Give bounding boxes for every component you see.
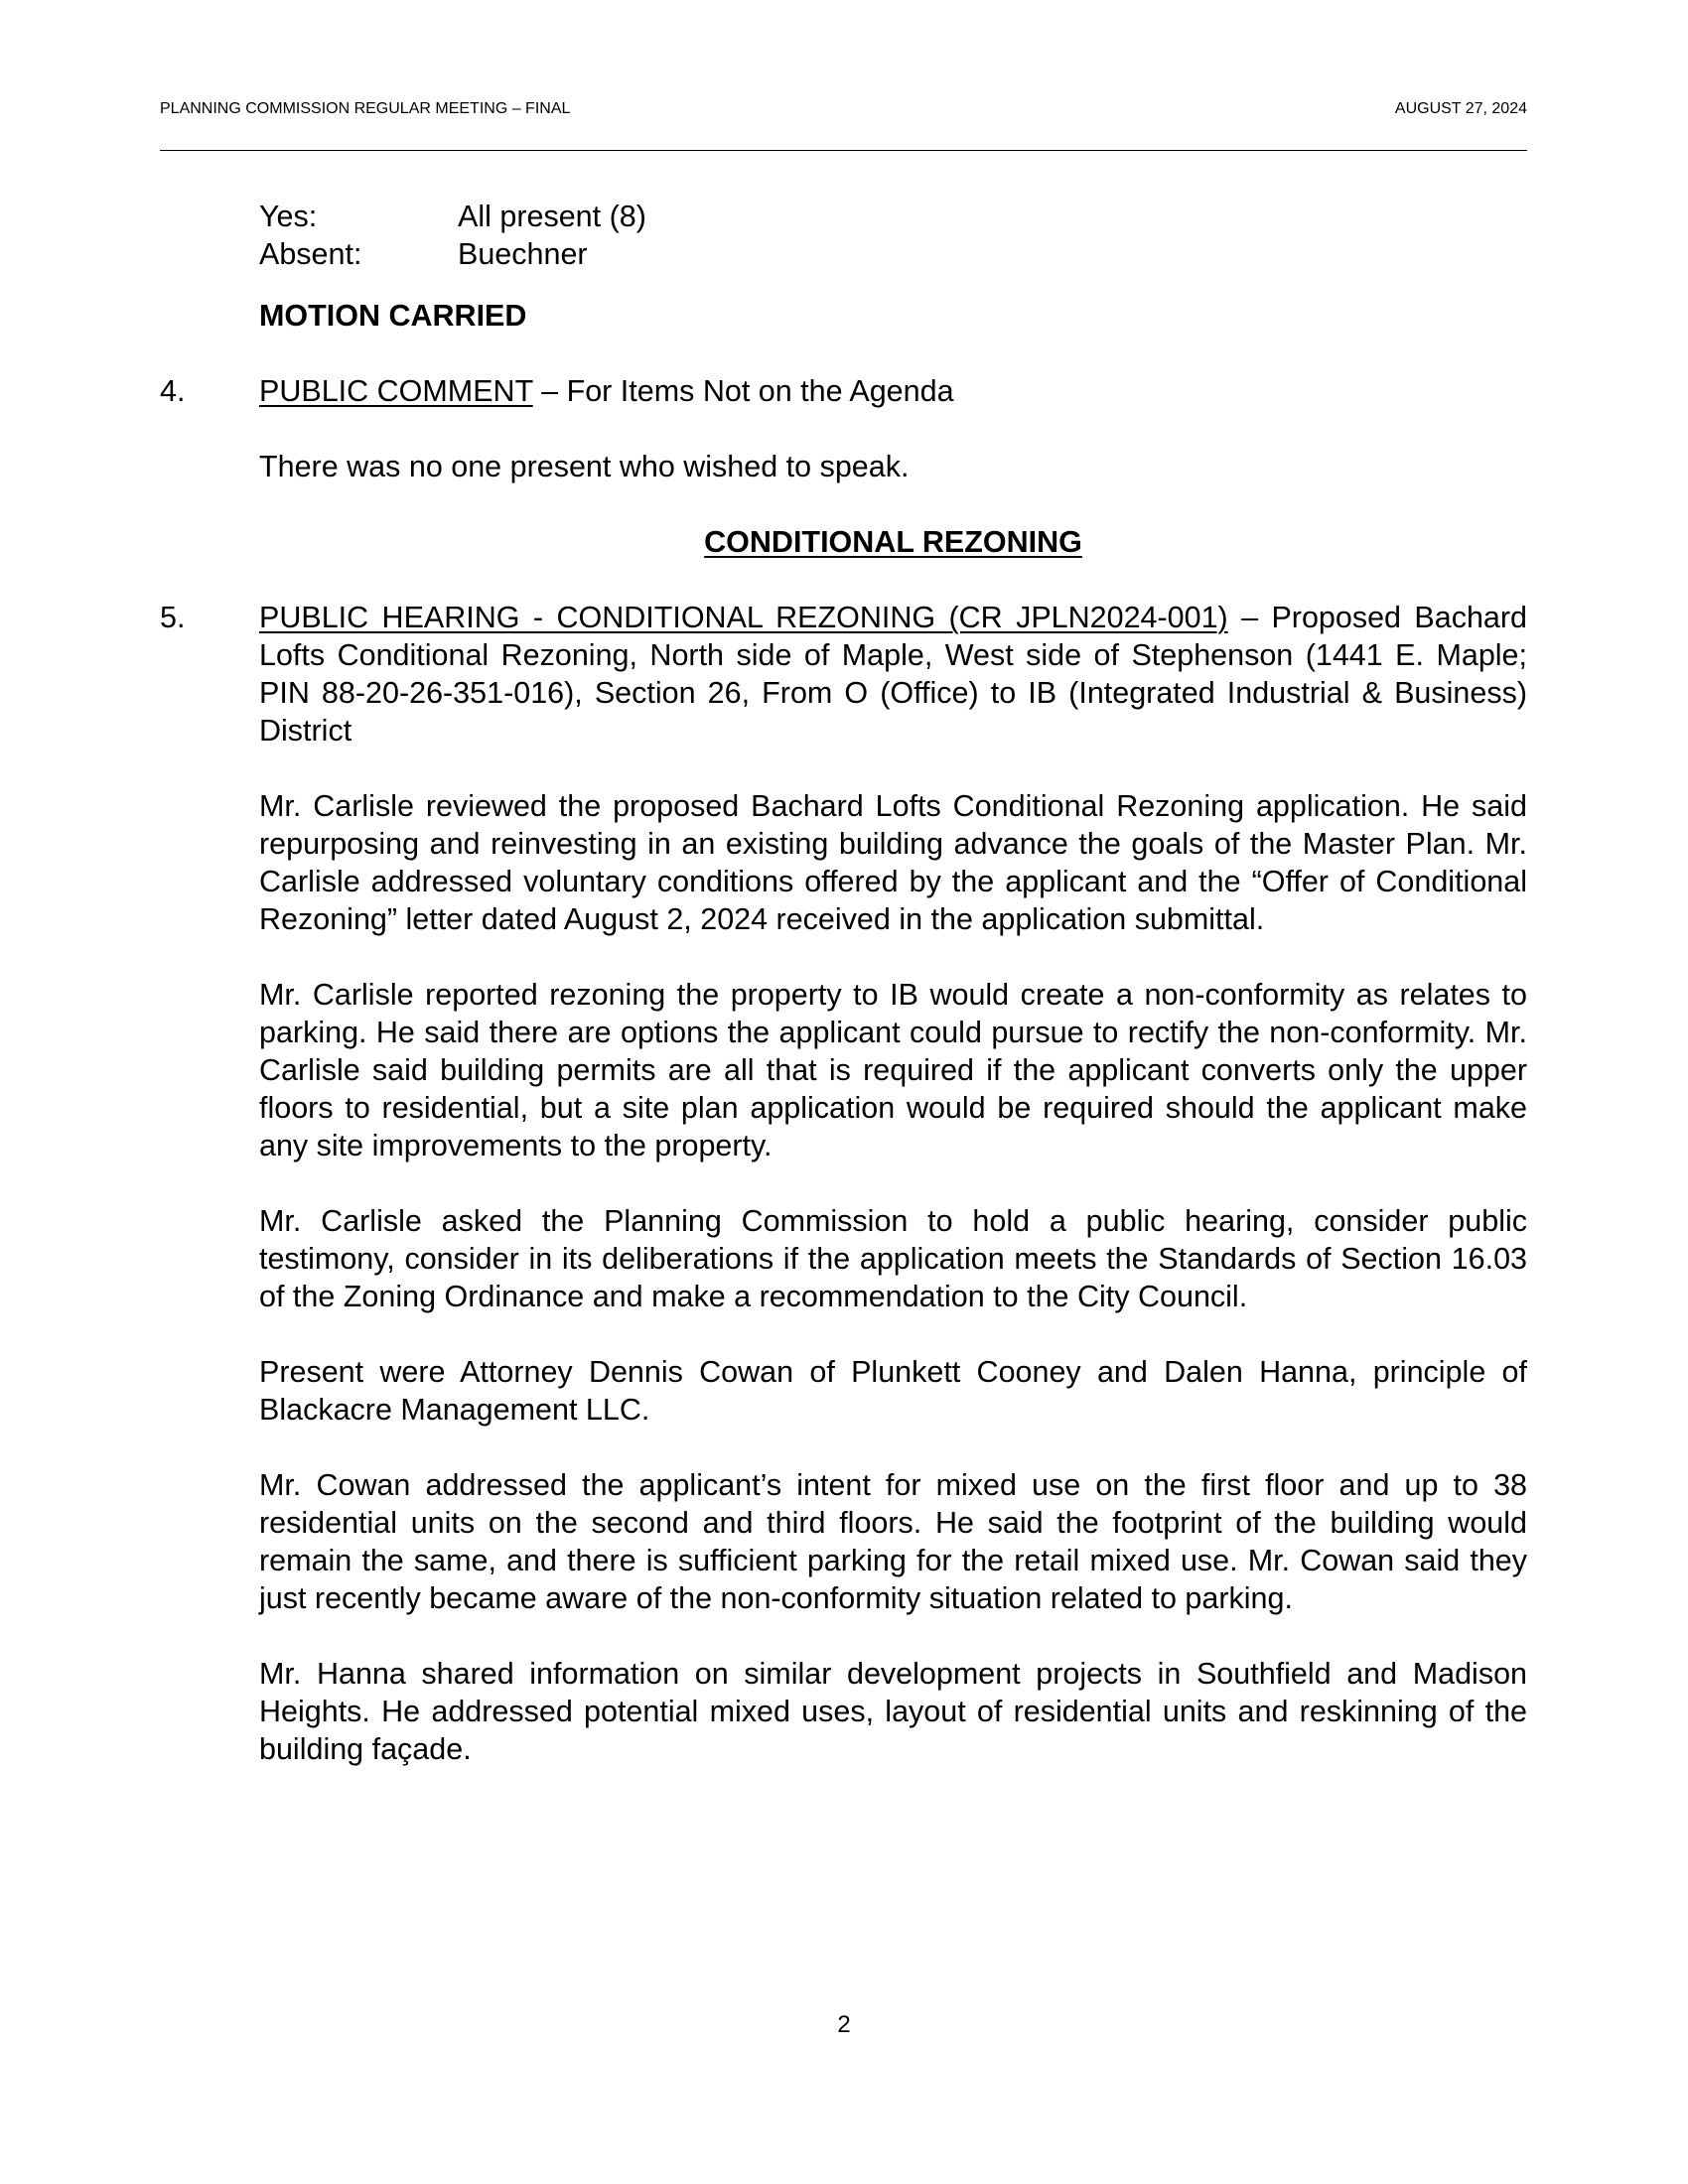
item-number: 4. bbox=[160, 374, 186, 408]
item-title-suffix: – For Items Not on the Agenda bbox=[532, 374, 954, 408]
item-description: – Proposed Bachard Lofts Conditional Rezoning, North side of Maple, West side of Stephenson (1441 E. Maple; PIN 88-20-26-351-016), Section 26, From O (Office) to IB (Integrated Industrial & Business) District bbox=[259, 601, 1527, 748]
agenda-item-5 bbox=[160, 599, 1527, 750]
section-heading-text: CONDITIONAL REZONING bbox=[704, 525, 1082, 559]
vote-absent-label: Absent: bbox=[259, 237, 362, 271]
motion-result: MOTION CARRIED bbox=[259, 299, 527, 333]
vote-yes-label: Yes: bbox=[259, 200, 318, 233]
vote-yes-value: All present (8) bbox=[458, 200, 646, 233]
item-number: 5. bbox=[160, 601, 186, 634]
section-heading bbox=[259, 523, 1527, 561]
item-4-text: There was no one present who wished to speak. bbox=[259, 450, 910, 483]
header-meeting-title: PLANNING COMMISSION REGULAR MEETING – FINAL bbox=[160, 100, 571, 117]
vote-row-yes bbox=[259, 198, 1527, 235]
item-title: PUBLIC COMMENT bbox=[259, 374, 533, 408]
paragraph: Present were Attorney Dennis Cowan of Plunkett Cooney and Dalen Hanna, principle of Blackacre Management LLC. bbox=[259, 1355, 1527, 1427]
vote-row-absent bbox=[259, 235, 1527, 273]
document-body bbox=[160, 198, 1527, 1768]
page-number: 2 bbox=[837, 2011, 851, 2038]
vote-absent-value: Buechner bbox=[458, 237, 588, 271]
vote-tally bbox=[259, 198, 1527, 273]
paragraph: Mr. Hanna shared information on similar development projects in Southfield and Madison Heights. He addressed potential mixed uses, layout of residential units and reskinning of the building façade. bbox=[259, 1657, 1527, 1766]
paragraph: Mr. Cowan addressed the applicant’s intent for mixed use on the first floor and up to 38 residential units on the second and third floors. He said the footprint of the building would remain the same, and there is sufficient parking for the retail mixed use. Mr. Cowan said they just recently became aware of the non-conformity situation related to parking. bbox=[259, 1468, 1527, 1615]
paragraph: Mr. Carlisle asked the Planning Commission to hold a public hearing, consider public testimony, consider in its deliberations if the application meets the Standards of Section 16.03 of the Zoning Ordinance and make a recommendation to the City Council. bbox=[259, 1204, 1527, 1313]
paragraph: Mr. Carlisle reported rezoning the property to IB would create a non-conformity as relates to parking. He said there are options the applicant could pursue to rectify the non-conformity. Mr. Carlisle said building permits are all that is required if the applicant converts only the upper floors to residential, but a site plan application would be required should the applicant make any site improvements to the property. bbox=[259, 978, 1527, 1162]
page-header bbox=[160, 100, 1527, 151]
paragraph: Mr. Carlisle reviewed the proposed Bachard Lofts Conditional Rezoning application. He said repurposing and reinvesting in an existing building advance the goals of the Master Plan. Mr. Carlisle addressed voluntary conditions offered by the applicant and the “Offer of Conditional Rezoning” letter dated August 2, 2024 received in the application submittal. bbox=[259, 789, 1527, 936]
item-title: PUBLIC HEARING - CONDITIONAL REZONING (CR JPLN2024-001) bbox=[259, 601, 1228, 634]
header-date: AUGUST 27, 2024 bbox=[1394, 100, 1527, 117]
agenda-item-4 bbox=[160, 372, 1527, 410]
